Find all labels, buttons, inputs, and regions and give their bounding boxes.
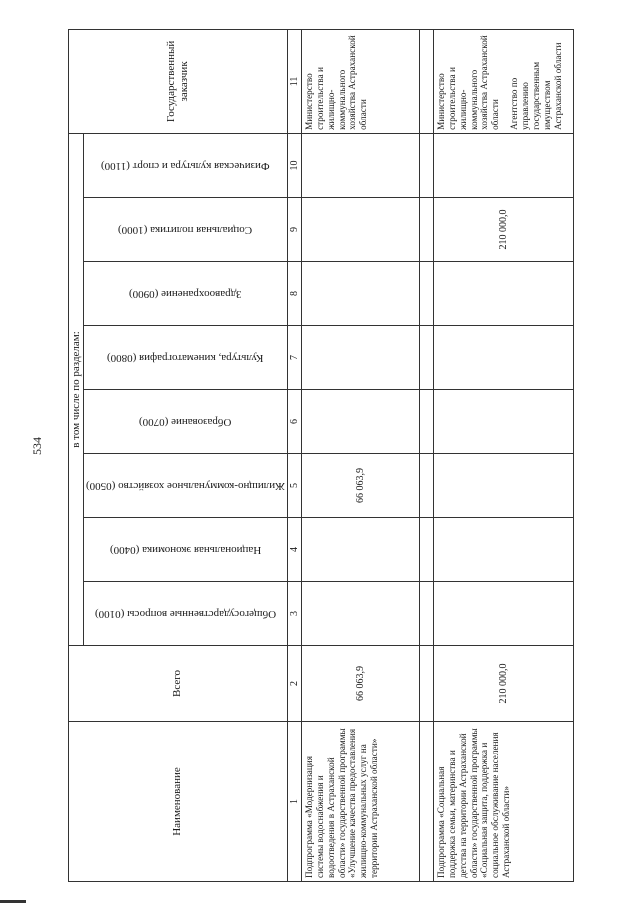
column-number: 4 xyxy=(287,518,301,582)
header-section-0400: Национальная экономика (0400) xyxy=(84,518,288,582)
row-value-1000 xyxy=(301,198,419,262)
row-customer xyxy=(301,29,419,133)
table-row xyxy=(301,29,419,881)
customer-line: Министерство строительства и жилищно-коммунального хозяйства Астраханской области xyxy=(303,35,369,130)
header-section-0800: Культура, кинематография (0800) xyxy=(84,326,288,390)
row-total: 210 000,0 xyxy=(433,646,573,722)
row-value-0900 xyxy=(301,262,419,326)
column-number: 3 xyxy=(287,582,301,646)
column-number: 1 xyxy=(287,722,301,882)
row-value-1100 xyxy=(301,133,419,197)
row-value-0700 xyxy=(433,390,573,454)
row-value-0800 xyxy=(301,326,419,390)
column-number: 11 xyxy=(287,29,301,133)
header-total: Всего xyxy=(69,646,288,722)
row-separator xyxy=(419,29,433,881)
row-value-0500: 66 063,9 xyxy=(301,454,419,518)
header-section-0100: Общегосударственные вопросы (0100) xyxy=(84,582,288,646)
row-value-0700 xyxy=(301,390,419,454)
header-section-1000: Социальная политика (1000) xyxy=(84,198,288,262)
page-number: 534 xyxy=(30,437,44,455)
row-name: Подпрограмма «Социальная поддержка семьи, материнства и детства на территории Астраханской области» государственной программы «Социальная защита, поддержка и социальное обслуживание населения Астраханской области» xyxy=(433,722,573,882)
row-customer xyxy=(433,29,573,133)
column-number: 9 xyxy=(287,198,301,262)
row-value-0900 xyxy=(433,262,573,326)
row-total: 66 063,9 xyxy=(301,646,419,722)
row-value-0400 xyxy=(301,518,419,582)
column-number: 2 xyxy=(287,646,301,722)
column-number: 5 xyxy=(287,454,301,518)
header-section-1100: Физическая культура и спорт (1100) xyxy=(84,133,288,197)
row-value-1000: 210 000,0 xyxy=(433,198,573,262)
column-number: 10 xyxy=(287,133,301,197)
header-customer: Государственный заказчик xyxy=(69,29,288,133)
header-section-0700: Образование (0700) xyxy=(84,390,288,454)
header-section-0900: Здравоохранение (0900) xyxy=(84,262,288,326)
row-value-0400 xyxy=(433,518,573,582)
column-number: 7 xyxy=(287,326,301,390)
edge-mark xyxy=(0,900,26,903)
row-value-0500 xyxy=(433,454,573,518)
row-name: Подпрограмма «Модернизация системы водоснабжения и водоотведения в Астраханской области» государственной программы «Улучшение качества предоставления жилищно-коммунальных услуг на территории Астраханской области» xyxy=(301,722,419,882)
customer-line: Министерство строительства и жилищно-коммунального хозяйства Астраханской области xyxy=(435,35,501,130)
row-value-1100 xyxy=(433,133,573,197)
column-numbers-row xyxy=(287,29,301,881)
column-number: 6 xyxy=(287,390,301,454)
header-name: Наименование xyxy=(69,722,288,882)
row-value-0100 xyxy=(433,582,573,646)
table-row xyxy=(433,29,573,881)
row-value-0800 xyxy=(433,326,573,390)
customer-line: Агентство по управлению государственным имуществом Астраханской области xyxy=(509,42,563,130)
header-sections-group: в том числе по разделам: xyxy=(69,133,84,645)
column-number: 8 xyxy=(287,262,301,326)
rotated-table-container xyxy=(68,35,563,882)
budget-table xyxy=(68,29,574,882)
header-section-0500: Жилищно-коммунальное хозяйство (0500) xyxy=(84,454,288,518)
row-value-0100 xyxy=(301,582,419,646)
